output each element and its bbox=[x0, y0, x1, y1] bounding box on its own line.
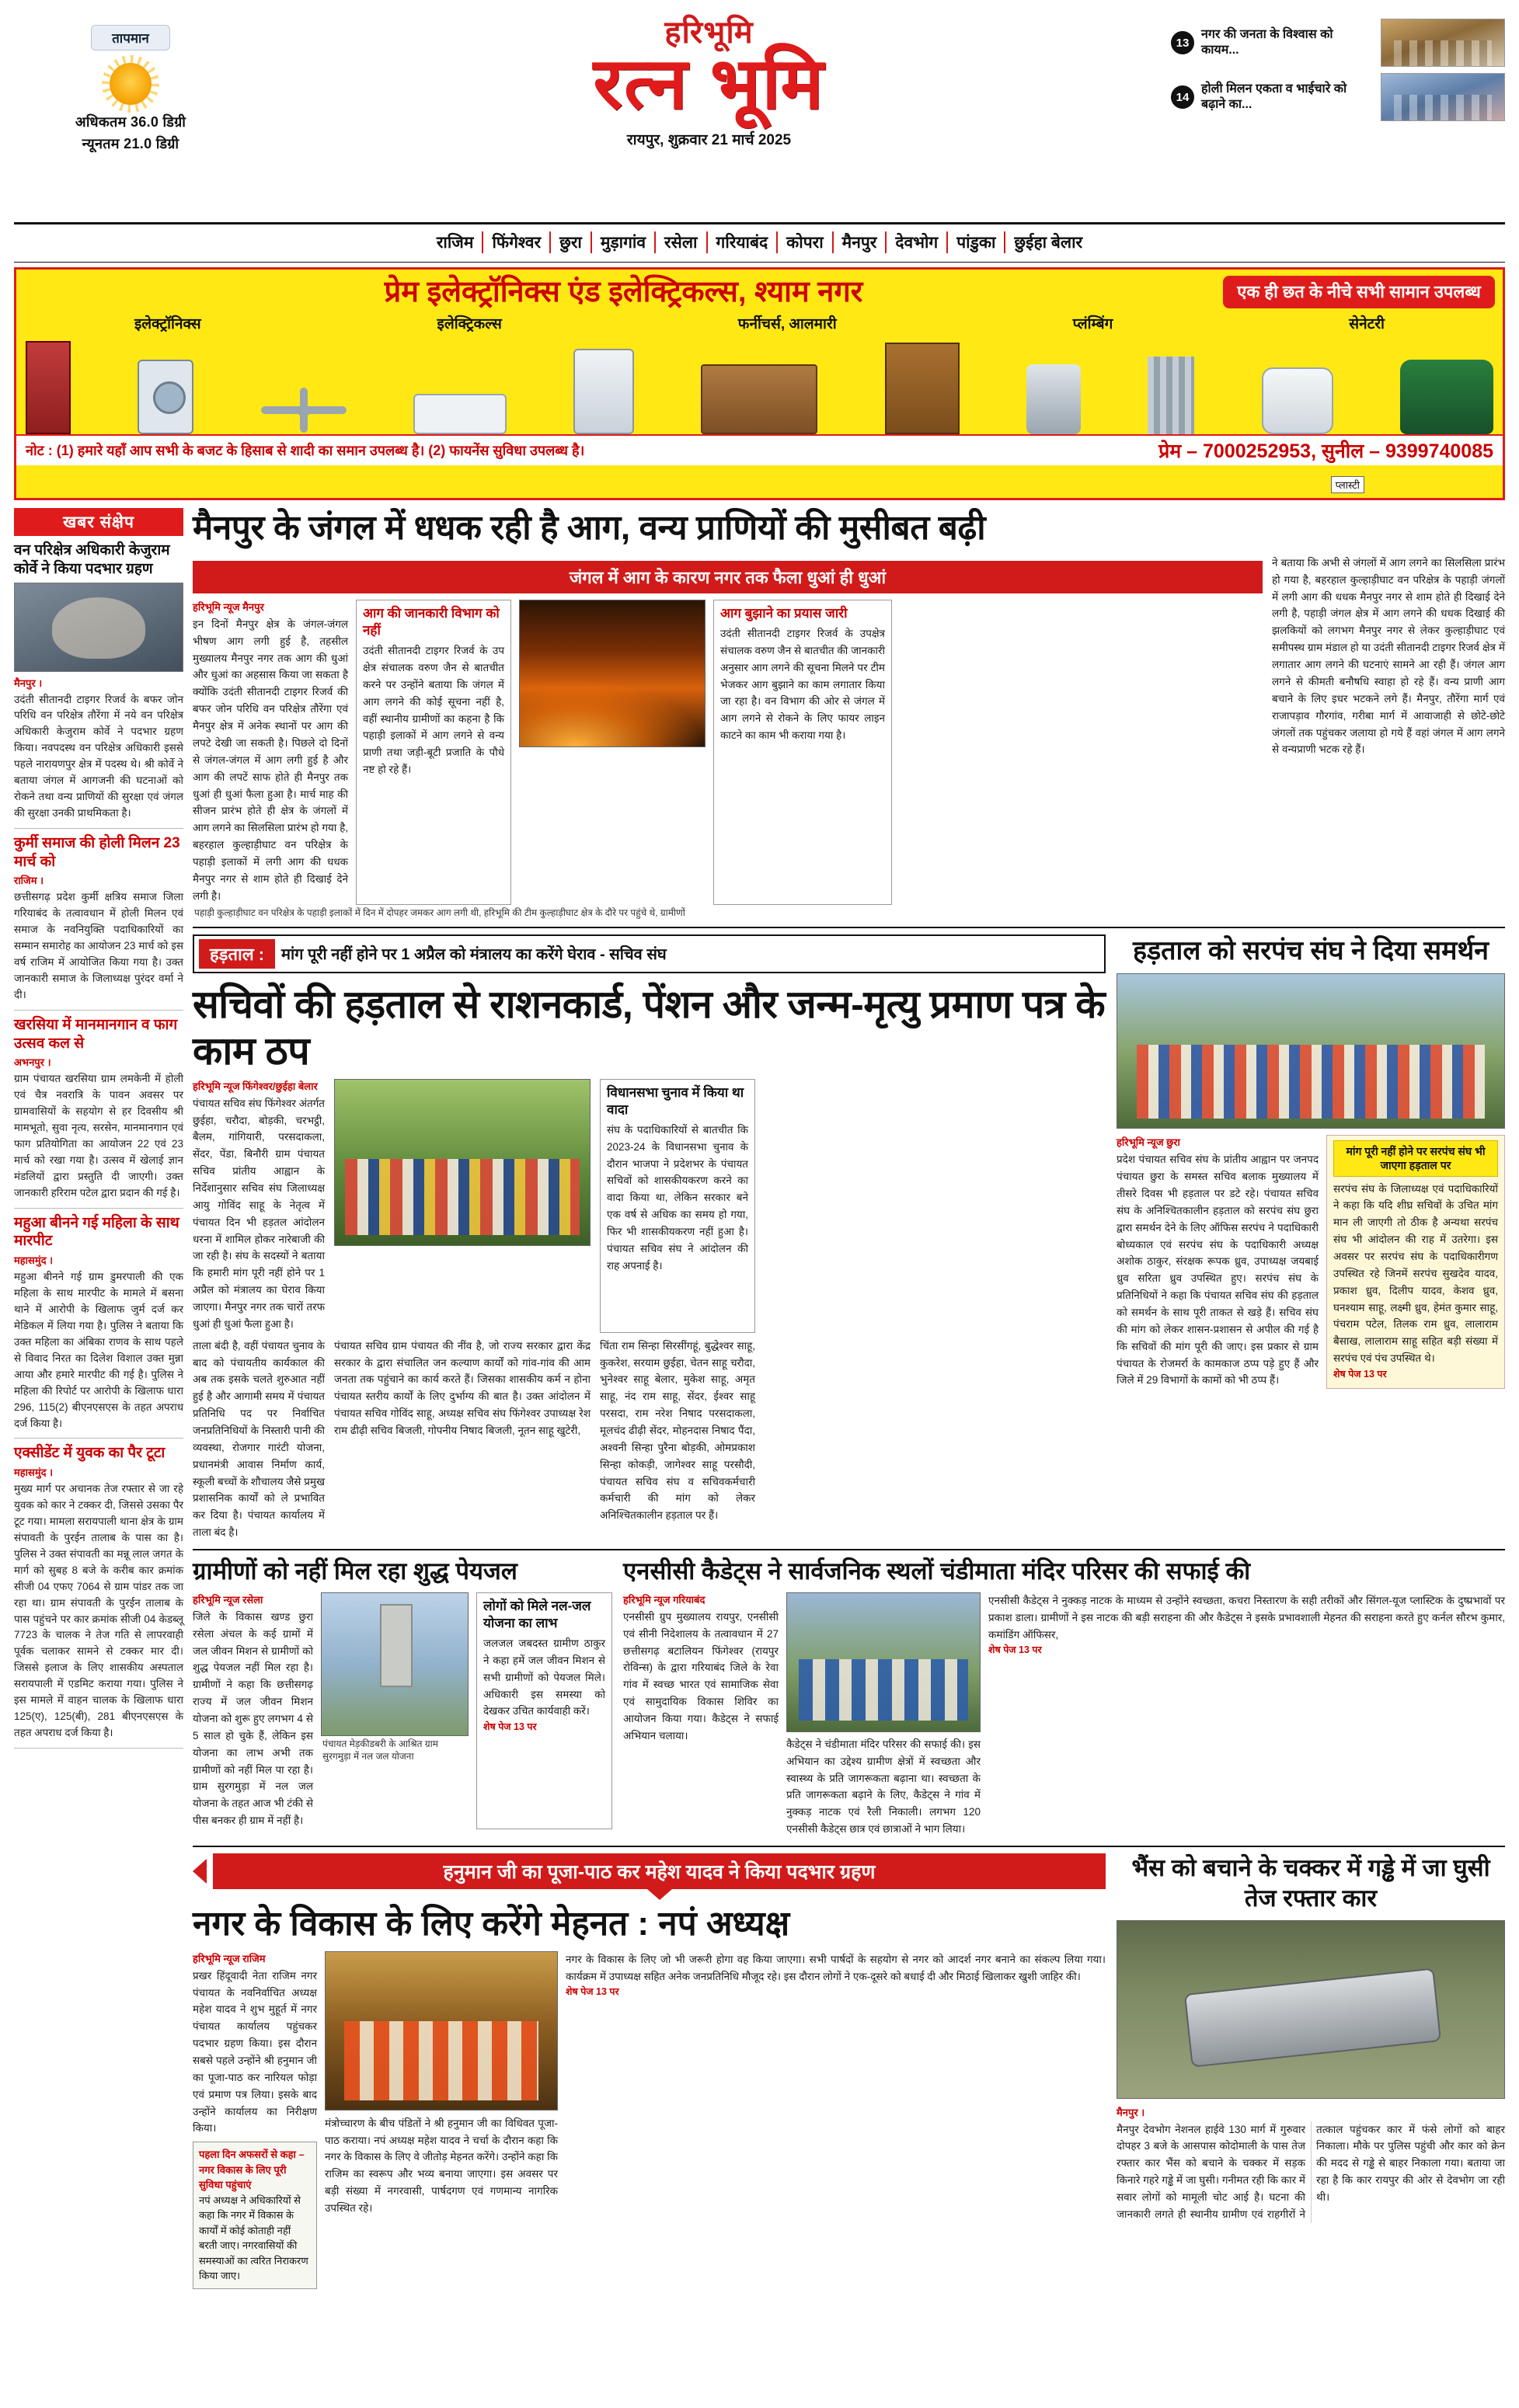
promo-page-number: 14 bbox=[1171, 85, 1194, 109]
strike-story[interactable] bbox=[193, 934, 1106, 1541]
nagar-story[interactable] bbox=[193, 1853, 1106, 2289]
promo-text: होली मिलन एकता व भाईचारे को बढ़ाने का... bbox=[1201, 82, 1347, 111]
logo-block bbox=[247, 11, 1171, 149]
ad-category-sanitary: सेनेटरी bbox=[1349, 315, 1385, 332]
sarpanch-photo bbox=[1117, 973, 1505, 1129]
nagar-col-2: मंत्रोच्चारण के बीच पंडितों ने श्री हनुमान जी का विधिवत पूजा-पाठ कराया। नपं अध्यक्ष महेश यादव ने चर्चा के दौरान कहा कि नगर के विकास के लिए वे जीतोड़ मेहनत करेंगे। उन्होंने कहा कि राजिम का स्वरूप और भव्य बनाया जाएगा। इस अवसर पर बड़ी संख्या में नगरवासी, पार्षदगण एवं गणमान्य नागरिक उपस्थित रहे। bbox=[325, 2117, 558, 2214]
car-headline: भैंस को बचाने के चक्कर में गड्ढे में जा घुसी तेज रफ्तार कार bbox=[1131, 1854, 1490, 1912]
ribbon-banner: हनुमान जी का पूजा-पाठ कर महेश यादव ने किया पदभार ग्रहण bbox=[213, 1853, 1106, 1889]
car-accident-photo bbox=[1117, 1920, 1505, 2099]
edition-mudagaon[interactable]: मुड़ागांव bbox=[592, 231, 656, 253]
strike-col-2: ताला बंदी है, वहीं पंचायत चुनाव के बाद को पंचायतीय कार्यकाल की अब तक इसके चलते शुरुआत नहीं हुई है और आगामी समय में पंचायत प्रतिनिधि पद पर निर्वाचित जनप्रतिनिधियों के निस्तारी पानी की व्यवस्था, रोजगार गारंटी योजना, प्रधानमंत्री आवास निर्माण कार्य, स्कूली बच्चों के शौचालय जैसे प्रमुख प्रशासनिक कार्यों को ले प्रभावित कर दिया है। पंचायत कार्यालय में ताला बंद है। bbox=[193, 1339, 325, 1539]
list-item[interactable] bbox=[14, 1209, 183, 1439]
box-body: सरपंच संघ के जिलाध्यक्ष एवं पदाधिकारियों ने कहा कि यदि शीघ्र सचिवों के उचित मांग मान ली जाएगी तो ठीक है अन्यथा सरपंच संघ भी आंदोलन की राह में उतरेगा। इस अवसर पर सरपंच संघ के पदाधिकारीगण उपस्थित रहे जिनमें सरपंच सुखदेव यादव, प्रकाश ध्रुव, दिलीप यादव, केशव ध्रुव, घनश्याम साहू, लक्ष्मी ध्रुव, हेमंत कुमार साहू, पंचराम पटेल, तिलक राम ध्रुव, लालाराम बैसाख, लालाराम साहू सहित बड़ी संख्या में सरपंच एवं पंच उपस्थित थे। bbox=[1333, 1182, 1498, 1365]
ncc-cleanliness-photo bbox=[786, 1592, 981, 1732]
edition-rajim[interactable]: राजिम bbox=[428, 231, 484, 253]
sarpanch-side-box bbox=[1326, 1135, 1505, 1389]
brief-title: महुआ बीनने गई महिला के साथ मारपीट bbox=[14, 1214, 179, 1250]
divider bbox=[193, 1549, 1505, 1550]
sarpanch-body: प्रदेश पंचायत सचिव संघ के प्रांतीय आह्वान पर जनपद पंचायत छुरा के समस्त सचिव बलाक मुख्यालय में तीसरे दिवस भी हड़ताल पर डटे रहे। पंचायत सचिव संघ के अनिश्चितकालीन हड़ताल को सरपंच संघ छुरा द्वारा समर्थन देने के लिए ऑफिस सरपंच ने पदाधिकारी बोध्यकाल एवं सरपंच संघ के पदाधिकारी अध्यक्ष अशोक ठाकुर, संरक्षक रूपक ध्रुव, उपाध्यक्ष जयबाई ध्रुव सरिता ध्रुव उपस्थित हुए। सरपंच संघ के प्रतिनिधियों ने कहा कि पंचायत सचिव संघ की हड़ताल को समर्थन के साथ पूरी ताकत से खड़े हैं। सचिव संघ की मांग को लेकर शासन-प्रशासन से अपील की गई है कि सचिवों की मांग पूरी की जाए। इस प्रकार से ग्राम पंचायत के रोजमर्रा के कामकाज ठप्प पड़े हुए हैं और जिले में 29 विभागों के कामों को भी ठप्प हैं। bbox=[1117, 1154, 1319, 1387]
box-heading: आग की जानकारी विभाग को नहीं bbox=[363, 605, 500, 638]
promo-photo bbox=[1381, 19, 1505, 67]
dateline: रायपुर, शुक्रवार 21 मार्च 2025 bbox=[626, 131, 792, 148]
bullet-body: नपं अध्यक्ष ने अधिकारियों से कहा कि नगर में विकास के कार्यों में कोई कोताही नहीं बरती जाए। नगरवासियों की समस्याओं का त्वरित निराकरण किया जाए। bbox=[199, 2194, 308, 2282]
lead-story[interactable] bbox=[193, 508, 1505, 919]
lead-headline: मैनपुर के जंगल में धधक रही है आग, वन्य प्राणियों की मुसीबत बढ़ी bbox=[193, 509, 986, 547]
sarpanch-headline: हड़ताल को सरपंच संघ ने दिया समर्थन bbox=[1132, 935, 1489, 966]
brief-title: कुर्मी समाज की होली मिलन 23 मार्च को bbox=[14, 834, 180, 870]
nagar-bullet-box bbox=[193, 2142, 317, 2289]
strike-protest-photo bbox=[334, 1079, 591, 1246]
main-column bbox=[193, 508, 1505, 2289]
car-dateline: मैनपुर । bbox=[1117, 2106, 1145, 2118]
list-item[interactable] bbox=[14, 536, 183, 829]
box-heading: मांग पूरी नहीं होने पर सरपंच संघ भी जाएगा हड़ताल पर bbox=[1333, 1140, 1498, 1176]
strike-tag: हड़ताल : bbox=[199, 939, 275, 969]
ad-category-electricals: इलेक्ट्रिकल्स bbox=[437, 315, 502, 332]
lead-tail: ने बताया कि अभी से जंगलों में आग लगने का सिलसिला प्रारंभ हो गया है, बहरहाल कुल्हाड़ीघाट वन परिक्षेत्र के पहाड़ी जंगलों में लगी आग की धधक मैनपुर नगर से शाम होते ही दिखाई देने लगी है, पहाड़ी जंगल क्षेत्र में आग लगने की धधक दिखाई की झलकियों को लगभग मैनपुर नगर से लेकर कुल्हाड़ीघाट एवं समीपस्थ ग्राम मंडाल हो या उदंती सीतानदी टाइगर रिजर्व क्षेत्र में लगातार आग लगने की घटनाएं सामने आ रही हैं। जंगल आग लगने से कीमती बनौषधि स्वाहा हो रहे हैं। वन्य प्राणी आग बचाने के लिए इधर भटकने लगे हैं। मैनपुर, तौरेंगा मार्ग एवं राजापड़ाव गौरगांव, गरीबा मार्ग में आवाजाही से छोटे-छोटे जंगलों तक पहुंचकर जलाया हो गये हैं वहां जंगल में आग लगने से वन्यप्राणी भटक रहे हैं। bbox=[1272, 556, 1505, 756]
edition-rasela[interactable]: रसेला bbox=[656, 231, 707, 253]
brief-body: ग्राम पंचायत खरसिया ग्राम लमकेनी में होली एवं चैत्र नवरात्रि के पावन अवसर पर ग्रामवासियों के सहयोग से हर दिवसीय श्री मामभूतो, सुवा नृत्य, सरसेन, मानमानगान एवं फाग प्रतियोगिता का आयोजन 22 एवं 23 मार्च को रखा गया है। उत्सव में खेलाई ज्ञान मंडलियों द्वारा प्रस्तुति दी जाएगी। उक्त जानकारी हरिराम पटेल द्वारा प्रदान की गई है। bbox=[14, 1073, 183, 1199]
box-heading: आग बुझाने का प्रयास जारी bbox=[720, 605, 848, 621]
photo-caption: पंचायत मेड़कीडबरी के आश्रित ग्राम सुरगमुड़ा में नल जल योजना bbox=[322, 1738, 438, 1763]
ad-product-strip bbox=[16, 333, 1503, 434]
edition-panduka[interactable]: पांडुका bbox=[948, 231, 1005, 253]
edition-mainpur[interactable]: मैनपुर bbox=[834, 231, 887, 253]
water-headline: ग्रामीणों को नहीं मिल रहा शुद्ध पेयजल bbox=[193, 1557, 517, 1585]
nagar-dateline: हरिभूमि न्यूज राजिम bbox=[193, 1952, 266, 1964]
lead-band: जंगल में आग के कारण नगर तक फैला धुआं ही धुआं bbox=[193, 561, 1263, 593]
weather-block bbox=[14, 11, 247, 156]
water-tank-photo bbox=[321, 1592, 469, 1736]
list-item[interactable] bbox=[14, 1011, 183, 1209]
car-body: मैनपुर देवभोग नेशनल हाईवे 130 मार्ग में गुरुवार दोपहर 3 बजे के आसपास कोदोमाली के पास तेज रफ्तार कार भैंस को बचाने के चक्कर में सड़क किनारे गहरे गड्ढे में जा घुसी। गनीमत रही कि कार में सवार लोगों को मामूली चोट आई है। घटना की जानकारी लगते ही स्थानीय ग्रामीण एवं राहगीरों ने तत्काल पहुंचकर कार में फंसे लोगों को बाहर निकाला। मौके पर पुलिस पहुंची और कार को क्रेन की मदद से गड्ढे से बाहर निकाला गया। बताया जा रहा है कि कार रायपुर की ओर से देवभोग जा रही थी। bbox=[1117, 2123, 1505, 2220]
brief-body: उदंती सीतानदी टाइगर रिजर्व के बफर जोन परिधि वन परिक्षेत्र तौरेंगा में नये वन परिक्षेत्र अधिकारी केजुराम कोर्वे ने पदभार ग्रहण किया। नवपदस्थ वन परिक्षेत्र अधिकारी इससे पहले नारायणपुर क्षेत्र में पदस्थ थे। श्री कोर्वे ने बताया जंगल में आगजनी की घटनाओं को रोकने तथा वन्य प्राणियों की सुरक्षा एवं जंगल की सुरक्षा उनकी प्राथमिकता है। bbox=[14, 693, 183, 819]
bullet-title: पहला दिन अफसरों से कहा – नगर विकास के लिए पूरी सुविधा पहुंचाएं bbox=[199, 2149, 305, 2191]
sun-icon bbox=[110, 63, 152, 105]
ncc-col-3: एनसीसी कैडेट्स ने नुक्कड़ नाटक के माध्यम से उन्होंने स्वच्छता, कचरा निस्तारण के सही तरीकों और सिंगल-यूज प्लास्टिक के दुष्प्रभावों पर प्रकाश डाला। ग्रामीणों ने इस नाटक की बड़ी सराहना की और कैडेट्स ने इसके प्रभावशाली मेहनत की सराहना करते हुए कर्नल सौरभ कुमार, कमांडिंग ऑफिसर, bbox=[988, 1594, 1505, 1641]
lead-box-1 bbox=[356, 600, 511, 905]
air-conditioner-icon bbox=[413, 394, 507, 434]
ad-category-furniture: फर्नीचर्स, आलमारी bbox=[737, 315, 837, 332]
promo-block bbox=[1171, 11, 1505, 127]
ncc-story[interactable] bbox=[623, 1557, 1505, 1838]
box-body: उदंती सीतानदी टाइगर रिजर्व के उप क्षेत्र संचालक वरुण जैन से बातचीत करने पर उन्होंने बताया कि जंगल में आग लगने की कोई सूचना नहीं है, वहीं स्थानीय ग्रामीणों का कहना है कि पहाड़ी इलाकों में आग लगने से वन्य प्राणी तथा जड़ी-बूटी प्रजाति के पौधे नष्ट हो रहे हैं। bbox=[363, 645, 504, 776]
edition-chhuiha-belar[interactable]: छुईहा बेलार bbox=[1014, 234, 1083, 252]
brief-dateline: महासमुंद । bbox=[14, 1467, 54, 1479]
water-tank-icon bbox=[1400, 360, 1493, 434]
edition-devbhog[interactable]: देवभोग bbox=[887, 231, 948, 253]
brief-body: छत्तीसगढ़ प्रदेश कुर्मी क्षत्रिय समाज जिला गरियाबंद के तत्वावधान में होली मिलन एवं समाज के नवनियुक्ति पदाधिकारियों का सम्मान समारोह का आयोजन 23 मार्च को इस वर्ष राजिम में आयोजित किया गया है। उक्त जानकारी समाज के जिलाध्यक्ष पुरंदर वर्मा ने दी। bbox=[14, 891, 183, 1000]
car-accident-story[interactable] bbox=[1117, 1853, 1505, 2223]
photo-caption: पहाड़ी कुल्हाड़ीघाट वन परिक्षेत्र के पहाड़ी इलाकों में दिन में दोपहर जमकर आग लगी थी, हरिभूमि की टीम कुल्हाड़ीघाट क्षेत्र के दौरे पर पहुंचे थे, ग्रामीणों bbox=[194, 906, 685, 918]
toilet-icon bbox=[1262, 367, 1333, 434]
pipe-icon bbox=[1148, 357, 1194, 434]
water-story[interactable] bbox=[193, 1557, 612, 1838]
box-body: संघ के पदाधिकारियों से बातचीत कि 2023-24 के विधानसभा चुनाव के दौरान भाजपा ने प्रदेशभर के पंचायत सचिवों को शासकीयकरण करने का वादा किया था, लेकिन सरकार बने एक वर्ष से अधिक का समय हो गया, फिर भी शासकीयकरण नहीं हुआ है। पंचायत सचिव संघ ने आंदोलन की राह अपनाई है। bbox=[607, 1123, 748, 1272]
pooja-ceremony-photo bbox=[325, 1951, 558, 2110]
ncc-headline: एनसीसी कैडेट्स ने सार्वजनिक स्थलों चंडीमाता मंदिर परिसर की सफाई की bbox=[623, 1557, 1251, 1585]
publication-logo-main: रत्न भूमि bbox=[593, 44, 825, 124]
brief-dateline: महासमुंद । bbox=[14, 1254, 54, 1267]
divider bbox=[193, 1846, 1505, 1847]
strike-col-4: चिंता राम सिन्हा सिरसींगहूं, बुद्धेश्वर साहू, कुकरेश, सरयाम छुईहा, चेतन साहू चरौदा, भुनेश्वर साहू बेलार, मुकेश साहू, अमृत साहू, नंद राम साहू, सेंदर, ईश्वर साहू परसदा, राम नरेश निषाद परसदाकला, मूलचंद ढीढ़ी सेंदर, मोहनदास निषाद पैंदा, अश्वनी सिन्हा पुरैना बोड़की, ओमप्रकाश सिन्हा कोकड़ी, जागेश्वर साहू परसौदी, पंचायत सचिव संघ व सचिवकर्मचारी कर्मचारी की मांग को लेकर अनिश्चितकालीन हड़ताल पर हैं। bbox=[600, 1339, 755, 1522]
divider bbox=[193, 927, 1505, 928]
lead-dateline: हरिभूमि न्यूज मैनपुर bbox=[193, 600, 264, 613]
ncc-col-2: कैडेट्स ने चंडीमाता मंदिर परिसर की सफाई की। इस अभियान का उद्देश्य ग्रामीण क्षेत्रों में स्वच्छता और स्वास्थ्य के प्रति जागरूकता बढ़ाना था। स्वच्छता के प्रति जागरूकता बढ़ाने के लिए, कैडेट्स ने गांव में नुक्कड़ नाटक एवं रैली निकाली। लगभग 120 एनसीसी कैडेट्स छात्र एवं छात्राओं ने भाग लिया। bbox=[786, 1738, 981, 1836]
washing-machine-icon bbox=[138, 360, 193, 434]
ad-categories bbox=[16, 313, 1503, 333]
ad-phone-numbers[interactable]: प्रेम – 7000252953, सुनील – 9399740085 bbox=[1158, 440, 1493, 462]
publication-logo-top: हरिभूमि bbox=[664, 16, 754, 50]
mid-region bbox=[193, 1557, 1505, 1838]
forest-fire-photo bbox=[519, 600, 705, 747]
ncc-dateline: हरिभूमि न्यूज गरियाबंद bbox=[623, 1593, 705, 1606]
strike-subhead: मांग पूरी नहीं होने पर 1 अप्रैल को मंत्रालय का करेंगे घेराव - सचिव संघ bbox=[281, 946, 667, 964]
strike-headline: सचिवों की हड़ताल से राशनकार्ड, पेंशन और जन्म-मृत्यु प्रमाण पत्र के काम ठप bbox=[193, 982, 1106, 1073]
continuation-note[interactable]: शेष पेज 13 पर bbox=[1333, 1369, 1387, 1380]
edition-fingeshwar[interactable]: फिंगेश्वर bbox=[483, 231, 551, 253]
brief-photo bbox=[14, 583, 183, 672]
promo-item[interactable] bbox=[1171, 19, 1505, 67]
ad-category-electronics: इलेक्ट्रॉनिक्स bbox=[134, 315, 201, 332]
brief-title: खरसिया में मानमानगान व फाग उत्सव कल से bbox=[14, 1016, 178, 1052]
sarpanch-dateline: हरिभूमि न्यूज छुरा bbox=[1117, 1136, 1180, 1149]
ad-header bbox=[16, 270, 1503, 310]
divider bbox=[14, 222, 1505, 224]
news-brief-rail bbox=[14, 508, 183, 2289]
advertisement-banner[interactable] bbox=[14, 267, 1505, 500]
brief-body: महुआ बीनने गई ग्राम डुमरपाली की एक महिला के साथ मारपीट के मामले में बसना थाने में आरोपी के खिलाफ जुर्म दर्ज कर मेडिकल में लिया गया है। पुलिस ने बताया कि उक्त महिला का अंबिका राणव के साथ पहले से विवाद निरत का दिलेश विशाल उक्त मुन्ना आया और हमारे मारपीट की गई है। पुलिस ने महिला की रिपोर्ट पर आरोपी के खिलाफ धारा 296, 115(2) बीएनएसएस के तहत अपराध दर्ज किया है। bbox=[14, 1271, 183, 1429]
ad-footer bbox=[16, 434, 1503, 465]
edition-strip bbox=[14, 226, 1505, 260]
continuation-note[interactable]: शेष पेज 13 पर bbox=[483, 1721, 537, 1733]
refrigerator-icon bbox=[26, 341, 71, 434]
strike-col-3: पंचायत सचिव ग्राम पंचायत की नींव है, जो राज्य सरकार द्वारा केंद्र सरकार के द्वारा संचालित जन कल्याण कार्यों को गांव-गांव की आम जनता तक पहुंचाने का कार्य करते हैं। जिसका शासकीय कर्म न होना पंचायत स्तरीय कार्यों के लिए दुर्भाग्य की बात है। उक्त आंदोलन में पंचायत सचिव गोविंद साहू, अध्यक्ष सचिव संघ फिंगेश्वर उपाध्यक्ष रेश राम ढीढ़ी सचिव बिजली, गोपनीय निषाद बिजली, नूतन साहू खुटेरी, bbox=[334, 1339, 591, 1437]
divider bbox=[14, 262, 1505, 263]
ad-note: नोट : (1) हमारे यहाँ आप सभी के बजट के हिसाब से शादी का समान उपलब्ध है। (2) फायनेंस सुविधा उपलब्ध है। bbox=[26, 442, 585, 458]
brief-title: वन परिक्षेत्र अधिकारी केजुराम कोर्वे ने किया पदभार ग्रहण bbox=[14, 542, 170, 577]
tap-icon bbox=[1026, 364, 1081, 434]
brief-title: एक्सीडेंट में युवक का पैर टूटा bbox=[14, 1445, 165, 1462]
air-cooler-icon bbox=[573, 349, 634, 434]
rail-header: खबर संक्षेप bbox=[14, 508, 183, 536]
box-heading: विधानसभा चुनाव में किया था वादा bbox=[607, 1084, 744, 1117]
arrow-icon bbox=[193, 1859, 207, 1884]
bed-furniture-icon bbox=[701, 364, 817, 434]
promo-text: नगर की जनता के विश्वास को कायम... bbox=[1201, 28, 1333, 57]
continuation-note[interactable]: शेष पेज 13 पर bbox=[566, 1986, 619, 1998]
strike-dateline: हरिभूमि न्यूज फिंगेश्वर/छुईहा बेलार bbox=[193, 1080, 318, 1092]
edition-chhura[interactable]: छुरा bbox=[551, 231, 592, 253]
content-grid bbox=[14, 508, 1505, 2289]
nagar-body: प्रखर हिंदूवादी नेता राजिम नगर पंचायत के नवनिर्वाचित अध्यक्ष महेश यादव ने शुभ मुहूर्त में नगर पंचायत कार्यालय पहुंचकर पदभार ग्रहण किया। इस दौरान सबसे पहले उन्होंने श्री हनुमान जी का पूजा-पाठ कर नारियल फोड़ा एवं प्रमाण पत्र लिया। इसके बाद उन्होंने कार्यालय का निरीक्षण किया। bbox=[193, 1969, 317, 2135]
strike-region bbox=[193, 934, 1505, 1541]
box-body: उदंती सीतानदी टाइगर रिजर्व के उपक्षेत्र संचालक वरुण जैन से बातचीत की जानकारी अनुसार आग लगने की सूचना मिलने पर टीम भेजकर आग बुझाने का काम लगातार किया जा रहा है। वन विभाग की ओर से जंगल में आग लगने से रोकने के लिए फायर लाइन काटने का काम भी कराया गया है। bbox=[720, 628, 885, 742]
strike-col-1: पंचायत सचिव संघ फिंगेश्वर अंतर्गत छुईहा, चरौदा, बोड़की, चरभट्ठी, बैलम, गांगियारी, परसदाकला, सेंदर, पेंडा, बिनौरी ग्राम पंचायत सचिव प्रांतीय आह्वान के निर्देशानुसार सचिव संघ जिलाध्यक्ष आयु गोविंद साहू के नेतृत्व में पंचायत दिन भी हड़तल आंदोलन धरना में शामिल होकर नारेबाजी की जा रही है। संघ के सदस्यों ने बताया कि हमारी मांग पूरी नहीं होने पर 1 अप्रैल को मंत्रालय का घेराव किया जाएगा। मैनपुर नगर तक चारों तरफ धुआं ही धुआं फैला हुआ है। bbox=[193, 1097, 325, 1330]
promo-item[interactable] bbox=[1171, 73, 1505, 121]
nagar-col-3: नगर के विकास के लिए जो भी जरूरी होगा वह किया जाएगा। सभी पार्षदों के सहयोग से नगर को आदर्श नगर बनाने का संकल्प लिया गया। कार्यक्रम में उपाध्यक्ष सहित अनेक जनप्रतिनिधि मौजूद रहे। इस दौरान लोगों ने एक-दूसरे को बधाई दी और मिठाई खिलाकर खुशी जाहिर की। bbox=[566, 1953, 1106, 1982]
temperature-label: तापमान bbox=[91, 25, 170, 50]
nagar-headline: नगर के विकास के लिए करेंगे मेहनत : नपं अध्यक्ष bbox=[193, 1905, 790, 1943]
almirah-icon bbox=[885, 343, 960, 434]
promo-photo bbox=[1381, 73, 1505, 121]
list-item[interactable] bbox=[14, 1439, 183, 1749]
water-box bbox=[476, 1592, 612, 1829]
lead-box-2 bbox=[713, 600, 892, 905]
masthead bbox=[14, 11, 1505, 221]
water-body: जिले के विकास खण्ड छुरा रसेला अंचल के कई ग्रामों में जल जीवन मिशन से ग्रामीणों को शुद्ध पेयजल नहीं मिल रहा है। ग्रामीणों ने कहा कि छत्तीसगढ़ राज्य में जल जीवन मिशन योजना को शुरू हुए लगभग 4 से 5 साल हो चुके हैं, लेकिन इस योजना का लाभ अभी तक ग्रामीणों को नहीं मिल पा रहा है। ग्राम सुरगमुड़ा में नल जल योजना के तहत आज भी टंकी से पीस बनकर ही ग्राम में नहीं है। bbox=[193, 1610, 313, 1827]
brief-dateline: मैनपुर । bbox=[14, 677, 43, 689]
brief-dateline: राजिम । bbox=[14, 875, 44, 887]
edition-gariaband[interactable]: गरियाबंद bbox=[708, 231, 779, 253]
ncc-col-1: एनसीसी ग्रुप मुख्यालय रायपुर, एनसीसी एवं सीनी निदेशालय के तत्वावधान में 27 छत्तीसगढ़ बटालियन फिंगेश्वर (रायपुर रोविन्स) के द्वारा गरियाबंद जिले के रेवा गांव में स्वच्छ भारत एवं सामाजिक सेवा एवं सामुदायिक विकास शिविर का आयोजन किया गया। कैडेट्स ने सफाई अभियान चलाया। bbox=[623, 1610, 779, 1742]
promo-page-number: 13 bbox=[1171, 31, 1194, 54]
ad-category-plumbing: प्लंम्बिंग bbox=[1072, 315, 1113, 332]
max-temperature: अधिकतम 36.0 डिग्री bbox=[75, 114, 186, 130]
brief-body: मुख्य मार्ग पर अचानक तेज रफ्तार से जा रहे युवक को कार ने टक्कर दी, जिससे उसका पैर टूट गया। मामला सरायपाली थाना क्षेत्र के ग्राम संपावती के पुरईन तालाब के पास का है। पुलिस ने उक्त संपावती का मन्नू लाल जगत के मार्ग को सुबह 8 बजे के करीब कार क्रमांक सीजी 04 एफए 7064 से ग्राम पांडर तक जा रहा था। ग्राम संपावती के पुरईन तालाब के पास पहुंचने पर कार क्रमांक सीजी 04 केडब्लू 7723 के चालक ने तेज गति से लापरवाही पूर्वक चलाकर सामने से टक्कर मार दी। जिससे इलाज के लिए शासकीय अस्पताल सरायपाली में एडमिट कराया गया। पुलिस ने इस मामले में वाहन चालक के खिलाफ धारा 125(ए), 125(बी), 281 बीएनएसएस के तहत अपराध दर्ज किया है। bbox=[14, 1483, 183, 1738]
edition-kopra[interactable]: कोपरा bbox=[778, 231, 834, 253]
sarpanch-story[interactable] bbox=[1117, 934, 1505, 1541]
strike-promise-box bbox=[600, 1079, 755, 1333]
lead-intro: इन दिनों मैनपुर क्षेत्र के जंगल-जंगल भीषण आग लगी हुई है, तहसील मुख्यालय मैनपुर नगर तक आग की धुआं और धुआं का अहसास किया जा सकता है क्योंकि उदंती सीतानदी टाइगर रिजर्व की बफर जोन परिधि वन परिक्षेत्र तौरेंगा एवं मैनपुर क्षेत्र में अनेक स्थानों पर आग की लपटे देखी जा सकती है। पिछले दो दिनों से जंगल-जंगल में आग लगी हुई है और आग की लपटें साफ होते ही मैनपुर तक धुआं ही धुआं फैला हुआ है। मार्च माह की सीजन प्रारंभ होते ही क्षेत्र के जंगलों में आग लगने का सिलसिला प्रारंभ हो गया है, बहरहाल कुल्हाड़ीघाट वन परिक्षेत्र के पहाड़ी इलाकों में लगी आग की धधक मैनपुर नगर से शाम होते ही दिखाई देने लगी है। bbox=[193, 618, 348, 902]
ceiling-fan-icon bbox=[261, 388, 347, 434]
ad-title: प्रेम इलेक्ट्रॉनिक्स एंड इलेक्ट्रिकल्स, श्याम नगर bbox=[384, 276, 863, 308]
continuation-note[interactable]: शेष पेज 13 पर bbox=[988, 1644, 1042, 1656]
bottom-region bbox=[193, 1853, 1505, 2289]
box-heading: लोगों को मिले नल-जल योजना का लाभ bbox=[483, 1598, 591, 1630]
ad-badge: एक ही छत के नीचे सभी सामान उपलब्ध bbox=[1223, 276, 1495, 308]
box-body: जलजल जबदस्त ग्रामीण ठाकुर ने कहा हमें जल जीवन मिशन से सभी ग्रामीणों को पेयजल मिले। अधिकारी इस समस्या को देखकर उचित कार्यवाही करें। bbox=[483, 1637, 605, 1717]
min-temperature: न्यूनतम 21.0 डिग्री bbox=[82, 136, 179, 151]
strike-subhead-row bbox=[193, 934, 1106, 973]
brief-dateline: अभनपुर । bbox=[14, 1056, 51, 1069]
plastic-tag: प्लास्टी bbox=[1331, 476, 1364, 493]
water-dateline: हरिभूमि न्यूज रसेला bbox=[193, 1593, 263, 1606]
list-item[interactable] bbox=[14, 829, 183, 1011]
